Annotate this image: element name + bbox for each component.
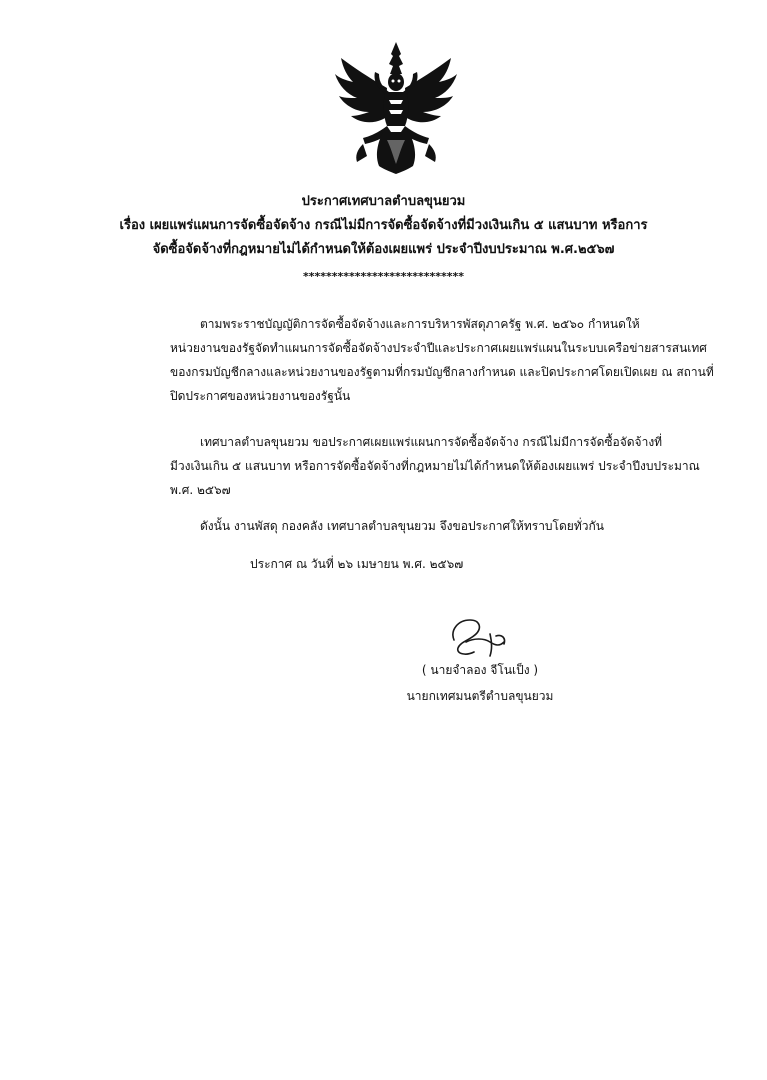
paragraph-1-line-4: ปิดประกาศของหน่วยงานของรัฐนั้น bbox=[170, 389, 351, 403]
paragraph-2-line-2: มีวงเงินเกิน ๕ แสนบาท หรือการจัดซื้อจัดจ้างที่กฎหมายไม่ได้กำหนดให้ต้องเผยแพร่ ประจำปีงบประมาณ bbox=[170, 459, 700, 473]
garuda-emblem-icon bbox=[333, 40, 459, 176]
paragraph-1-line-3: ของกรมบัญชีกลางและหน่วยงานของรัฐตามที่กรมบัญชีกลางกำหนด และปิดประกาศโดยเปิดเผย ณ สถานที่ bbox=[170, 365, 714, 379]
handwritten-signature bbox=[440, 612, 520, 660]
announcement-title: ประกาศเทศบาลตำบลขุนยวม bbox=[301, 194, 466, 209]
paragraph-2-line-1: เทศบาลตำบลขุนยวม ขอประกาศเผยแพร่แผนการจัดซื้อจัดจ้าง กรณีไม่มีการจัดซื้อจัดจ้างที่ bbox=[200, 435, 663, 449]
separator: **************************** bbox=[302, 270, 465, 283]
paragraph-2-line-3: พ.ศ. ๒๕๖๗ bbox=[170, 483, 231, 497]
paragraph-1-line-2: หน่วยงานของรัฐจัดทำแผนการจัดซื้อจัดจ้างประจำปีและประกาศเผยแพร่แผนในระบบเครือข่ายสารสนเทศ bbox=[170, 341, 707, 355]
subject-line-2: จัดซื้อจัดจ้างที่กฎหมายไม่ได้กำหนดให้ต้องเผยแพร่ ประจำปีงบประมาณ พ.ศ.๒๕๖๗ bbox=[152, 242, 615, 257]
signatory-title: นายกเทศมนตรีตำบลขุนยวม bbox=[406, 689, 554, 703]
paragraph-3: ดังนั้น งานพัสดุ กองคลัง เทศบาลตำบลขุนยวม จึงขอประกาศให้ทราบโดยทั่วกัน bbox=[200, 519, 604, 533]
announcement-date: ประกาศ ณ วันที่ ๒๖ เมษายน พ.ศ. ๒๕๖๗ bbox=[250, 557, 464, 571]
signatory-name: ( นายจำลอง จีโนเป็ง ) bbox=[421, 663, 539, 677]
subject-line-1: เรื่อง เผยแพร่แผนการจัดซื้อจัดจ้าง กรณีไม่มีการจัดซื้อจัดจ้างที่มีวงเงินเกิน ๕ แสนบาท หรือการ bbox=[119, 218, 648, 233]
paragraph-1-line-1: ตามพระราชบัญญัติการจัดซื้อจัดจ้างและการบริหารพัสดุภาครัฐ พ.ศ. ๒๕๖๐ กำหนดให้ bbox=[200, 317, 640, 331]
